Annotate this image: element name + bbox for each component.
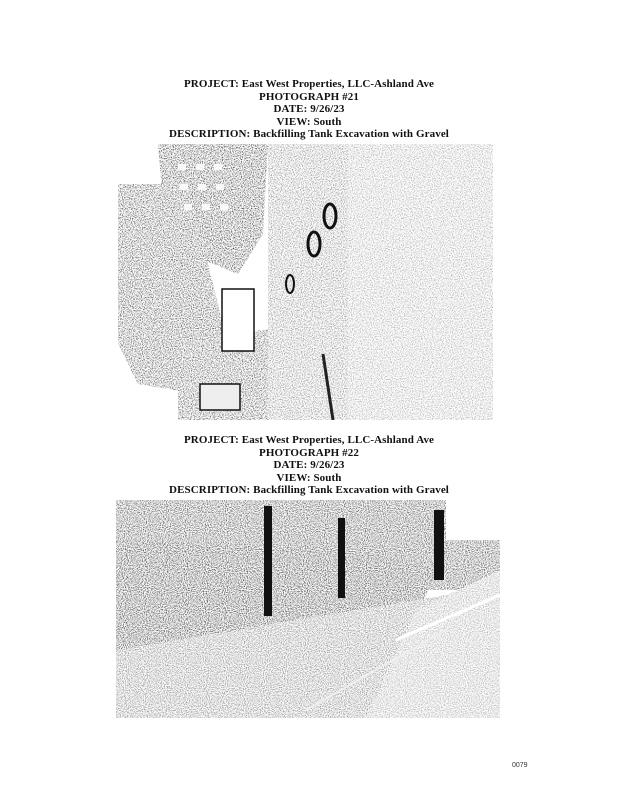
photo-date: DATE: 9/26/23: [273, 103, 345, 115]
photo-description: DESCRIPTION: Backfilling Tank Excavation with Gravel: [169, 128, 449, 140]
photograph-22-image: [116, 500, 500, 718]
photograph-number: PHOTOGRAPH #22: [259, 446, 359, 459]
photo-view: VIEW: South: [276, 471, 342, 484]
photo-date: DATE: 9/26/23: [273, 459, 345, 471]
photo-22-caption: [0, 434, 618, 497]
photo-view: VIEW: South: [276, 115, 342, 128]
project-line: PROJECT: East West Properties, LLC-Ashland Ave: [183, 434, 435, 446]
photograph-number: PHOTOGRAPH #21: [259, 90, 359, 103]
photograph-21-image: [118, 144, 493, 420]
project-line: PROJECT: East West Properties, LLC-Ashland Ave: [183, 78, 435, 90]
photo-description: DESCRIPTION: Backfilling Tank Excavation with Gravel: [169, 484, 449, 496]
photo-21-caption: [0, 78, 618, 141]
page-number: 0079: [512, 762, 528, 769]
